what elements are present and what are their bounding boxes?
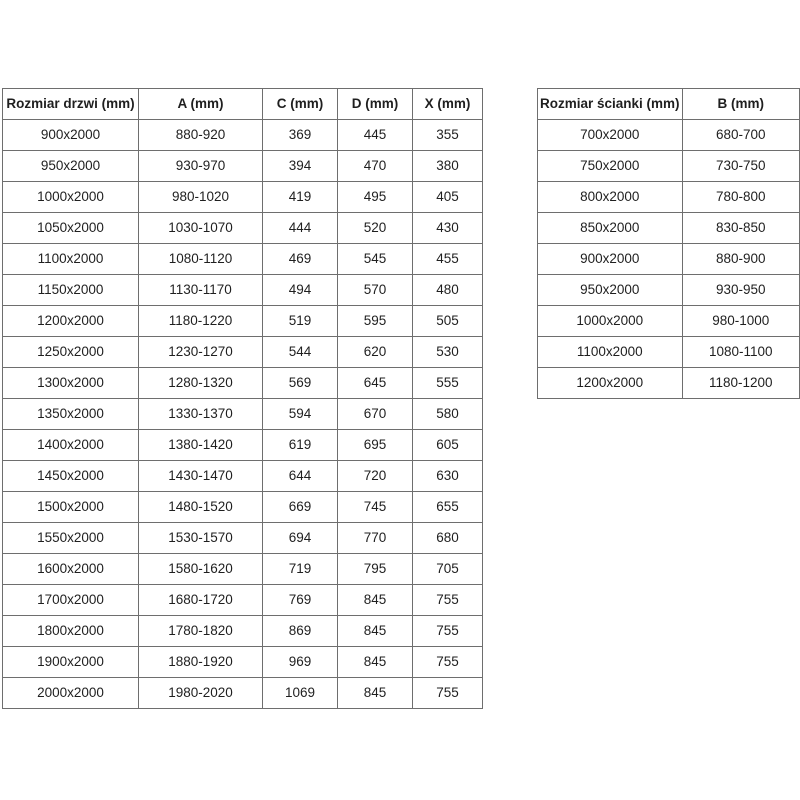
table-cell: 1080-1100: [682, 337, 799, 368]
table-row: [3, 151, 483, 182]
table-cell: 670: [338, 399, 413, 430]
table-row: [538, 213, 800, 244]
table-row: [538, 275, 800, 306]
table-cell: 645: [338, 368, 413, 399]
table-row: [3, 213, 483, 244]
table-cell: 555: [413, 368, 483, 399]
table-cell: 755: [413, 585, 483, 616]
table-cell: 570: [338, 275, 413, 306]
table-row: [538, 244, 800, 275]
table-cell: 405: [413, 182, 483, 213]
table-cell: 950x2000: [538, 275, 683, 306]
column-header: Rozmiar drzwi (mm): [3, 89, 139, 120]
table-cell: 1000x2000: [3, 182, 139, 213]
table-cell: 1230-1270: [139, 337, 263, 368]
table-cell: 494: [263, 275, 338, 306]
table-cell: 850x2000: [538, 213, 683, 244]
table-cell: 1500x2000: [3, 492, 139, 523]
table-cell: 605: [413, 430, 483, 461]
table-cell: 594: [263, 399, 338, 430]
table-cell: 1250x2000: [3, 337, 139, 368]
table-cell: 1700x2000: [3, 585, 139, 616]
table-cell: 694: [263, 523, 338, 554]
table-row: [3, 492, 483, 523]
table-cell: 755: [413, 647, 483, 678]
table-cell: 980-1020: [139, 182, 263, 213]
table-cell: 480: [413, 275, 483, 306]
wall-sizes-table: [537, 88, 800, 399]
table-row: [3, 337, 483, 368]
table-cell: 1680-1720: [139, 585, 263, 616]
table-cell: 780-800: [682, 182, 799, 213]
table-cell: 1200x2000: [3, 306, 139, 337]
column-header: X (mm): [413, 89, 483, 120]
table-row: [538, 306, 800, 337]
table-cell: 419: [263, 182, 338, 213]
table-cell: 869: [263, 616, 338, 647]
table-row: [3, 368, 483, 399]
table-cell: 845: [338, 647, 413, 678]
table-cell: 705: [413, 554, 483, 585]
table-cell: 519: [263, 306, 338, 337]
header-row: [538, 89, 800, 120]
table-cell: 1780-1820: [139, 616, 263, 647]
table-cell: 2000x2000: [3, 678, 139, 709]
table-cell: 680-700: [682, 120, 799, 151]
table-cell: 769: [263, 585, 338, 616]
table-cell: 595: [338, 306, 413, 337]
table-cell: 1300x2000: [3, 368, 139, 399]
table-cell: 755: [413, 678, 483, 709]
table-row: [538, 182, 800, 213]
table-row: [538, 151, 800, 182]
table-cell: 680: [413, 523, 483, 554]
table-cell: 1180-1220: [139, 306, 263, 337]
table-cell: 770: [338, 523, 413, 554]
table-cell: 1150x2000: [3, 275, 139, 306]
table-row: [3, 585, 483, 616]
table-cell: 495: [338, 182, 413, 213]
table-cell: 720: [338, 461, 413, 492]
table-cell: 1800x2000: [3, 616, 139, 647]
table-cell: 950x2000: [3, 151, 139, 182]
table-cell: 580: [413, 399, 483, 430]
table-cell: 845: [338, 678, 413, 709]
table-cell: 1430-1470: [139, 461, 263, 492]
column-header: A (mm): [139, 89, 263, 120]
table-cell: 355: [413, 120, 483, 151]
column-header: Rozmiar ścianki (mm): [538, 89, 683, 120]
table-cell: 470: [338, 151, 413, 182]
table-row: [3, 244, 483, 275]
table-cell: 444: [263, 213, 338, 244]
table-cell: 644: [263, 461, 338, 492]
table-cell: 1480-1520: [139, 492, 263, 523]
table-row: [3, 399, 483, 430]
table-row: [3, 120, 483, 151]
table-cell: 1000x2000: [538, 306, 683, 337]
table-cell: 430: [413, 213, 483, 244]
table-cell: 1030-1070: [139, 213, 263, 244]
table-cell: 545: [338, 244, 413, 275]
table-cell: 455: [413, 244, 483, 275]
table-cell: 1069: [263, 678, 338, 709]
table-row: [3, 182, 483, 213]
table-row: [3, 616, 483, 647]
table-row: [3, 275, 483, 306]
table-cell: 930-950: [682, 275, 799, 306]
table-cell: 619: [263, 430, 338, 461]
table-cell: 800x2000: [538, 182, 683, 213]
table-cell: 655: [413, 492, 483, 523]
table-cell: 380: [413, 151, 483, 182]
table-cell: 530: [413, 337, 483, 368]
table-cell: 1350x2000: [3, 399, 139, 430]
column-header: D (mm): [338, 89, 413, 120]
table-cell: 795: [338, 554, 413, 585]
table-cell: 930-970: [139, 151, 263, 182]
table-cell: 369: [263, 120, 338, 151]
table-cell: 569: [263, 368, 338, 399]
table-cell: 880-900: [682, 244, 799, 275]
table-row: [3, 461, 483, 492]
table-cell: 1180-1200: [682, 368, 799, 399]
table-cell: 620: [338, 337, 413, 368]
table-row: [3, 678, 483, 709]
table-cell: 1380-1420: [139, 430, 263, 461]
table-cell: 505: [413, 306, 483, 337]
column-header: C (mm): [263, 89, 338, 120]
table-row: [3, 306, 483, 337]
table-cell: 1330-1370: [139, 399, 263, 430]
table-cell: 1550x2000: [3, 523, 139, 554]
table-cell: 900x2000: [3, 120, 139, 151]
table-cell: 1880-1920: [139, 647, 263, 678]
table-cell: 700x2000: [538, 120, 683, 151]
table-cell: 1130-1170: [139, 275, 263, 306]
table-cell: 630: [413, 461, 483, 492]
table-cell: 1530-1570: [139, 523, 263, 554]
table-cell: 520: [338, 213, 413, 244]
table-cell: 755: [413, 616, 483, 647]
table-cell: 1100x2000: [538, 337, 683, 368]
table-cell: 980-1000: [682, 306, 799, 337]
table-cell: 469: [263, 244, 338, 275]
table-cell: 1080-1120: [139, 244, 263, 275]
table-cell: 900x2000: [538, 244, 683, 275]
table-row: [3, 647, 483, 678]
table-cell: 1980-2020: [139, 678, 263, 709]
table-row: [3, 523, 483, 554]
table-row: [538, 368, 800, 399]
table-cell: 1200x2000: [538, 368, 683, 399]
table-cell: 445: [338, 120, 413, 151]
table-cell: 719: [263, 554, 338, 585]
table-cell: 1900x2000: [3, 647, 139, 678]
column-header: B (mm): [682, 89, 799, 120]
table-cell: 845: [338, 585, 413, 616]
table-cell: 695: [338, 430, 413, 461]
table-cell: 1100x2000: [3, 244, 139, 275]
table-cell: 1600x2000: [3, 554, 139, 585]
table-row: [538, 337, 800, 368]
table-cell: 830-850: [682, 213, 799, 244]
table-cell: 394: [263, 151, 338, 182]
table-cell: 845: [338, 616, 413, 647]
table-cell: 750x2000: [538, 151, 683, 182]
table-row: [538, 120, 800, 151]
table-cell: 544: [263, 337, 338, 368]
table-cell: 1580-1620: [139, 554, 263, 585]
table-cell: 1450x2000: [3, 461, 139, 492]
table-cell: 1280-1320: [139, 368, 263, 399]
door-sizes-table: [2, 88, 483, 709]
table-cell: 969: [263, 647, 338, 678]
table-cell: 1050x2000: [3, 213, 139, 244]
table-cell: 880-920: [139, 120, 263, 151]
table-cell: 669: [263, 492, 338, 523]
table-row: [3, 554, 483, 585]
header-row: [3, 89, 483, 120]
table-cell: 1400x2000: [3, 430, 139, 461]
table-row: [3, 430, 483, 461]
table-cell: 745: [338, 492, 413, 523]
table-cell: 730-750: [682, 151, 799, 182]
